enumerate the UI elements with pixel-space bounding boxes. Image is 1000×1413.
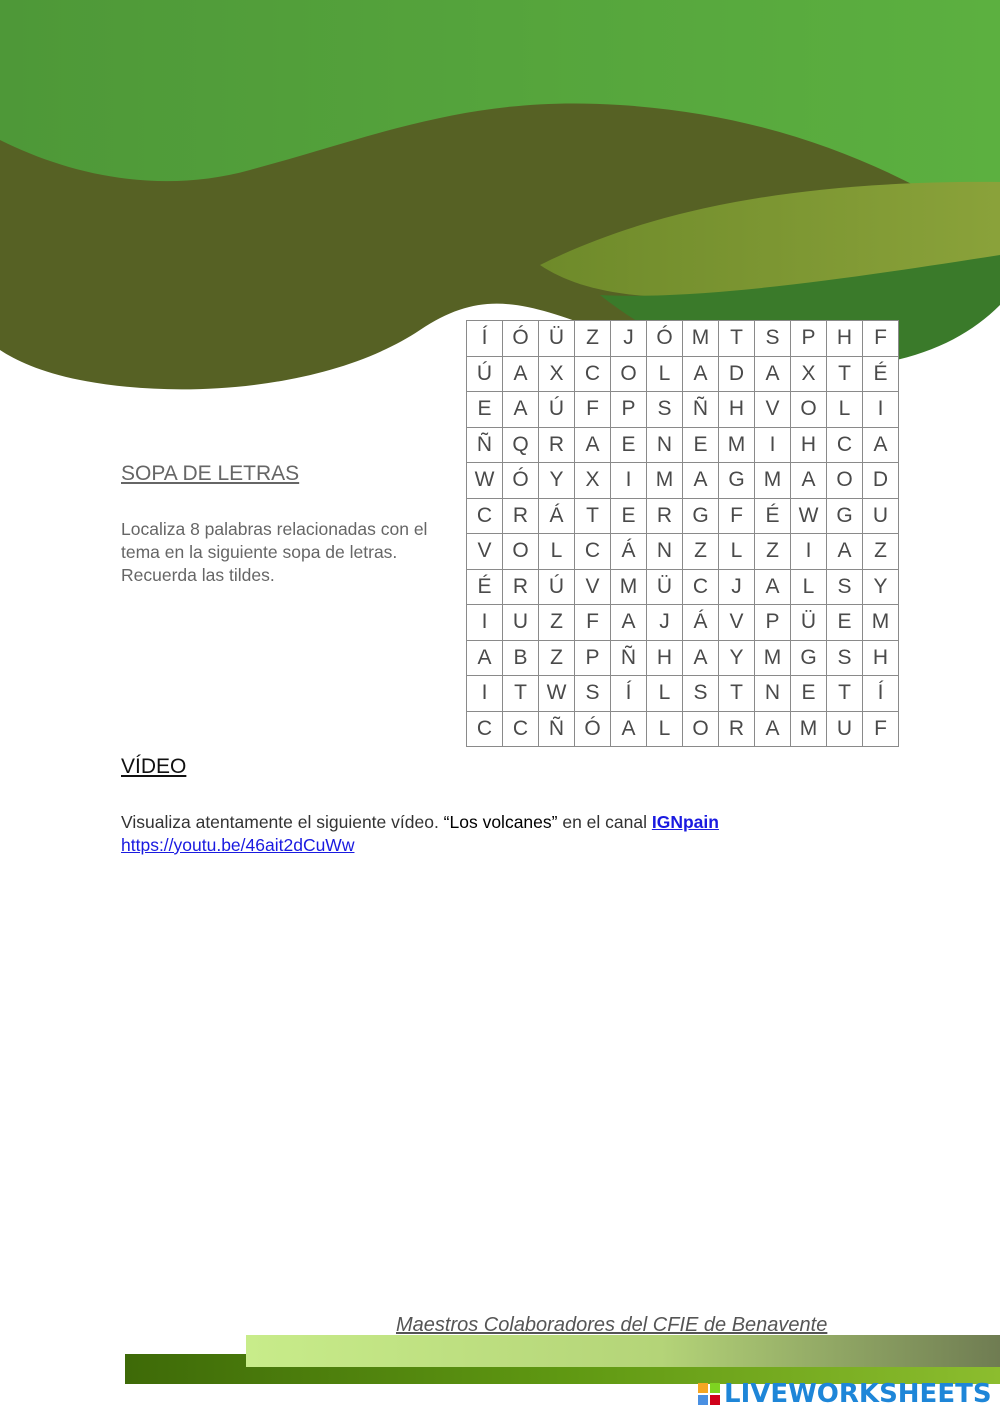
grid-cell[interactable]: Z — [575, 321, 611, 357]
grid-cell[interactable]: C — [575, 356, 611, 392]
grid-cell[interactable]: J — [647, 605, 683, 641]
grid-cell[interactable]: L — [719, 534, 755, 570]
grid-row — [467, 605, 899, 641]
grid-cell[interactable]: I — [755, 427, 791, 463]
grid-row — [467, 427, 899, 463]
grid-cell[interactable]: W — [791, 498, 827, 534]
grid-cell[interactable]: Z — [539, 640, 575, 676]
grid-cell[interactable]: F — [863, 711, 899, 747]
grid-cell[interactable]: Á — [683, 605, 719, 641]
grid-cell[interactable]: Ó — [575, 711, 611, 747]
grid-cell[interactable]: A — [575, 427, 611, 463]
grid-cell[interactable]: M — [791, 711, 827, 747]
grid-cell[interactable]: R — [503, 569, 539, 605]
grid-cell[interactable]: L — [791, 569, 827, 605]
grid-cell[interactable]: H — [863, 640, 899, 676]
grid-cell[interactable]: G — [791, 640, 827, 676]
grid-cell[interactable]: A — [755, 711, 791, 747]
grid-cell[interactable]: H — [791, 427, 827, 463]
grid-cell[interactable]: U — [863, 498, 899, 534]
grid-cell[interactable]: W — [539, 676, 575, 712]
grid-cell[interactable]: Z — [539, 605, 575, 641]
grid-cell[interactable]: M — [683, 321, 719, 357]
grid-cell[interactable]: S — [755, 321, 791, 357]
grid-cell[interactable]: Í — [467, 321, 503, 357]
grid-cell[interactable]: A — [683, 463, 719, 499]
grid-cell[interactable]: Ú — [539, 569, 575, 605]
liveworksheets-watermark[interactable] — [698, 1378, 992, 1410]
grid-row — [467, 356, 899, 392]
grid-cell[interactable]: U — [503, 605, 539, 641]
grid-row — [467, 534, 899, 570]
grid-row — [467, 498, 899, 534]
grid-row — [467, 711, 899, 747]
grid-cell[interactable]: S — [827, 569, 863, 605]
grid-cell[interactable]: P — [611, 392, 647, 428]
grid-cell[interactable]: H — [827, 321, 863, 357]
grid-cell[interactable]: V — [467, 534, 503, 570]
grid-cell[interactable]: G — [827, 498, 863, 534]
grid-cell[interactable]: Q — [503, 427, 539, 463]
grid-cell[interactable]: A — [503, 392, 539, 428]
grid-cell[interactable]: N — [647, 534, 683, 570]
word-search-heading: SOPA DE LETRAS — [121, 462, 300, 485]
grid-cell[interactable]: O — [683, 711, 719, 747]
grid-cell[interactable]: R — [539, 427, 575, 463]
video-heading: VÍDEO — [121, 755, 187, 778]
grid-cell[interactable]: F — [575, 605, 611, 641]
word-search-instructions: Localiza 8 palabras relacionadas con el tema en la siguiente sopa de letras. Recuerda las tildes. — [121, 519, 428, 585]
grid-cell[interactable]: C — [467, 498, 503, 534]
grid-cell[interactable]: P — [791, 321, 827, 357]
grid-cell[interactable]: X — [539, 356, 575, 392]
grid-row — [467, 569, 899, 605]
grid-cell[interactable]: Ñ — [611, 640, 647, 676]
grid-cell[interactable]: I — [467, 676, 503, 712]
footer-credit: Maestros Colaboradores del CFIE de Benavente — [396, 1314, 828, 1336]
grid-cell[interactable]: T — [827, 356, 863, 392]
grid-cell[interactable]: A — [503, 356, 539, 392]
grid-cell[interactable]: I — [791, 534, 827, 570]
grid-cell[interactable]: Ü — [647, 569, 683, 605]
grid-cell[interactable]: Á — [539, 498, 575, 534]
grid-cell[interactable]: A — [827, 534, 863, 570]
grid-cell[interactable]: E — [683, 427, 719, 463]
grid-cell[interactable]: S — [575, 676, 611, 712]
grid-cell[interactable]: L — [539, 534, 575, 570]
footer-bar-light — [246, 1335, 1000, 1367]
grid-cell[interactable]: V — [755, 392, 791, 428]
grid-cell[interactable]: A — [755, 569, 791, 605]
grid-cell[interactable]: J — [719, 569, 755, 605]
grid-cell[interactable]: A — [755, 356, 791, 392]
grid-cell[interactable]: C — [503, 711, 539, 747]
grid-cell[interactable]: Y — [719, 640, 755, 676]
grid-cell[interactable]: C — [827, 427, 863, 463]
grid-cell[interactable]: F — [863, 321, 899, 357]
grid-cell[interactable]: E — [611, 427, 647, 463]
grid-cell[interactable]: N — [647, 427, 683, 463]
grid-cell[interactable]: L — [647, 711, 683, 747]
video-title: “Los volcanes” — [443, 812, 558, 832]
liveworksheets-logo-icon — [698, 1383, 720, 1405]
grid-cell[interactable]: I — [611, 463, 647, 499]
grid-cell[interactable]: T — [719, 321, 755, 357]
grid-cell[interactable]: V — [719, 605, 755, 641]
grid-cell[interactable]: Ñ — [539, 711, 575, 747]
grid-cell[interactable]: Ó — [647, 321, 683, 357]
grid-cell[interactable]: A — [791, 463, 827, 499]
video-text-middle: en el canal — [557, 812, 652, 832]
grid-cell[interactable]: Ñ — [683, 392, 719, 428]
grid-cell[interactable]: R — [503, 498, 539, 534]
grid-cell[interactable]: O — [827, 463, 863, 499]
grid-cell[interactable]: É — [755, 498, 791, 534]
grid-cell[interactable]: W — [467, 463, 503, 499]
grid-cell[interactable]: O — [611, 356, 647, 392]
grid-cell[interactable]: R — [647, 498, 683, 534]
grid-cell[interactable]: C — [467, 711, 503, 747]
grid-cell[interactable]: C — [683, 569, 719, 605]
grid-cell[interactable]: T — [827, 676, 863, 712]
grid-cell[interactable]: A — [683, 640, 719, 676]
grid-cell[interactable]: R — [719, 711, 755, 747]
grid-cell[interactable]: D — [719, 356, 755, 392]
grid-cell[interactable]: E — [611, 498, 647, 534]
grid-cell[interactable]: Ó — [503, 463, 539, 499]
grid-cell[interactable]: M — [755, 463, 791, 499]
grid-cell[interactable]: V — [575, 569, 611, 605]
grid-cell[interactable]: D — [863, 463, 899, 499]
grid-cell[interactable]: X — [575, 463, 611, 499]
grid-row — [467, 321, 899, 357]
grid-row — [467, 676, 899, 712]
grid-cell[interactable]: O — [791, 392, 827, 428]
video-instructions — [121, 811, 941, 857]
word-search-grid[interactable] — [466, 320, 899, 747]
grid-cell[interactable]: H — [719, 392, 755, 428]
grid-cell[interactable]: E — [827, 605, 863, 641]
grid-cell[interactable]: Y — [863, 569, 899, 605]
grid-cell[interactable]: O — [503, 534, 539, 570]
grid-cell[interactable]: Í — [863, 676, 899, 712]
watermark-text: LIVEWORKSHEETS — [724, 1379, 992, 1409]
grid-cell[interactable]: X — [791, 356, 827, 392]
video-url-link[interactable]: https://youtu.be/46ait2dCuWw — [121, 835, 355, 855]
grid-cell[interactable]: B — [503, 640, 539, 676]
grid-cell[interactable]: Ñ — [467, 427, 503, 463]
grid-cell[interactable]: Ü — [791, 605, 827, 641]
grid-cell[interactable]: A — [611, 605, 647, 641]
grid-cell[interactable]: É — [467, 569, 503, 605]
grid-cell[interactable]: M — [611, 569, 647, 605]
grid-cell[interactable]: L — [827, 392, 863, 428]
grid-cell[interactable]: P — [755, 605, 791, 641]
grid-cell[interactable]: E — [791, 676, 827, 712]
grid-cell[interactable]: A — [611, 711, 647, 747]
grid-cell[interactable]: E — [467, 392, 503, 428]
grid-cell[interactable]: M — [755, 640, 791, 676]
grid-cell[interactable]: A — [863, 427, 899, 463]
grid-cell[interactable]: S — [647, 392, 683, 428]
grid-cell[interactable]: I — [863, 392, 899, 428]
grid-cell[interactable]: F — [719, 498, 755, 534]
grid-cell[interactable]: J — [611, 321, 647, 357]
grid-cell[interactable]: Z — [683, 534, 719, 570]
grid-cell[interactable]: Z — [863, 534, 899, 570]
grid-cell[interactable]: S — [827, 640, 863, 676]
grid-cell[interactable]: N — [755, 676, 791, 712]
grid-cell[interactable]: L — [647, 676, 683, 712]
grid-cell[interactable]: M — [863, 605, 899, 641]
grid-cell[interactable]: Á — [611, 534, 647, 570]
grid-cell[interactable]: C — [575, 534, 611, 570]
grid-cell[interactable]: A — [467, 640, 503, 676]
grid-cell[interactable]: L — [647, 356, 683, 392]
grid-cell[interactable]: S — [683, 676, 719, 712]
grid-cell[interactable]: Ü — [539, 321, 575, 357]
grid-cell[interactable]: Í — [611, 676, 647, 712]
grid-cell[interactable]: Z — [755, 534, 791, 570]
grid-cell[interactable]: G — [683, 498, 719, 534]
grid-row — [467, 640, 899, 676]
grid-cell[interactable]: Ú — [467, 356, 503, 392]
grid-cell[interactable]: M — [647, 463, 683, 499]
grid-cell[interactable]: Y — [539, 463, 575, 499]
grid-cell[interactable]: F — [575, 392, 611, 428]
grid-cell[interactable]: T — [575, 498, 611, 534]
grid-cell[interactable]: É — [863, 356, 899, 392]
channel-link[interactable]: IGNpain — [651, 812, 719, 832]
grid-cell[interactable]: M — [719, 427, 755, 463]
grid-cell[interactable]: G — [719, 463, 755, 499]
video-text-before: Visualiza atentamente el siguiente vídeo. — [121, 812, 444, 832]
grid-cell[interactable]: A — [683, 356, 719, 392]
grid-cell[interactable]: U — [827, 711, 863, 747]
grid-cell[interactable]: H — [647, 640, 683, 676]
grid-cell[interactable]: I — [467, 605, 503, 641]
grid-row — [467, 392, 899, 428]
grid-cell[interactable]: T — [503, 676, 539, 712]
grid-cell[interactable]: P — [575, 640, 611, 676]
grid-row — [467, 463, 899, 499]
grid-cell[interactable]: T — [719, 676, 755, 712]
grid-cell[interactable]: Ú — [539, 392, 575, 428]
grid-cell[interactable]: Ó — [503, 321, 539, 357]
